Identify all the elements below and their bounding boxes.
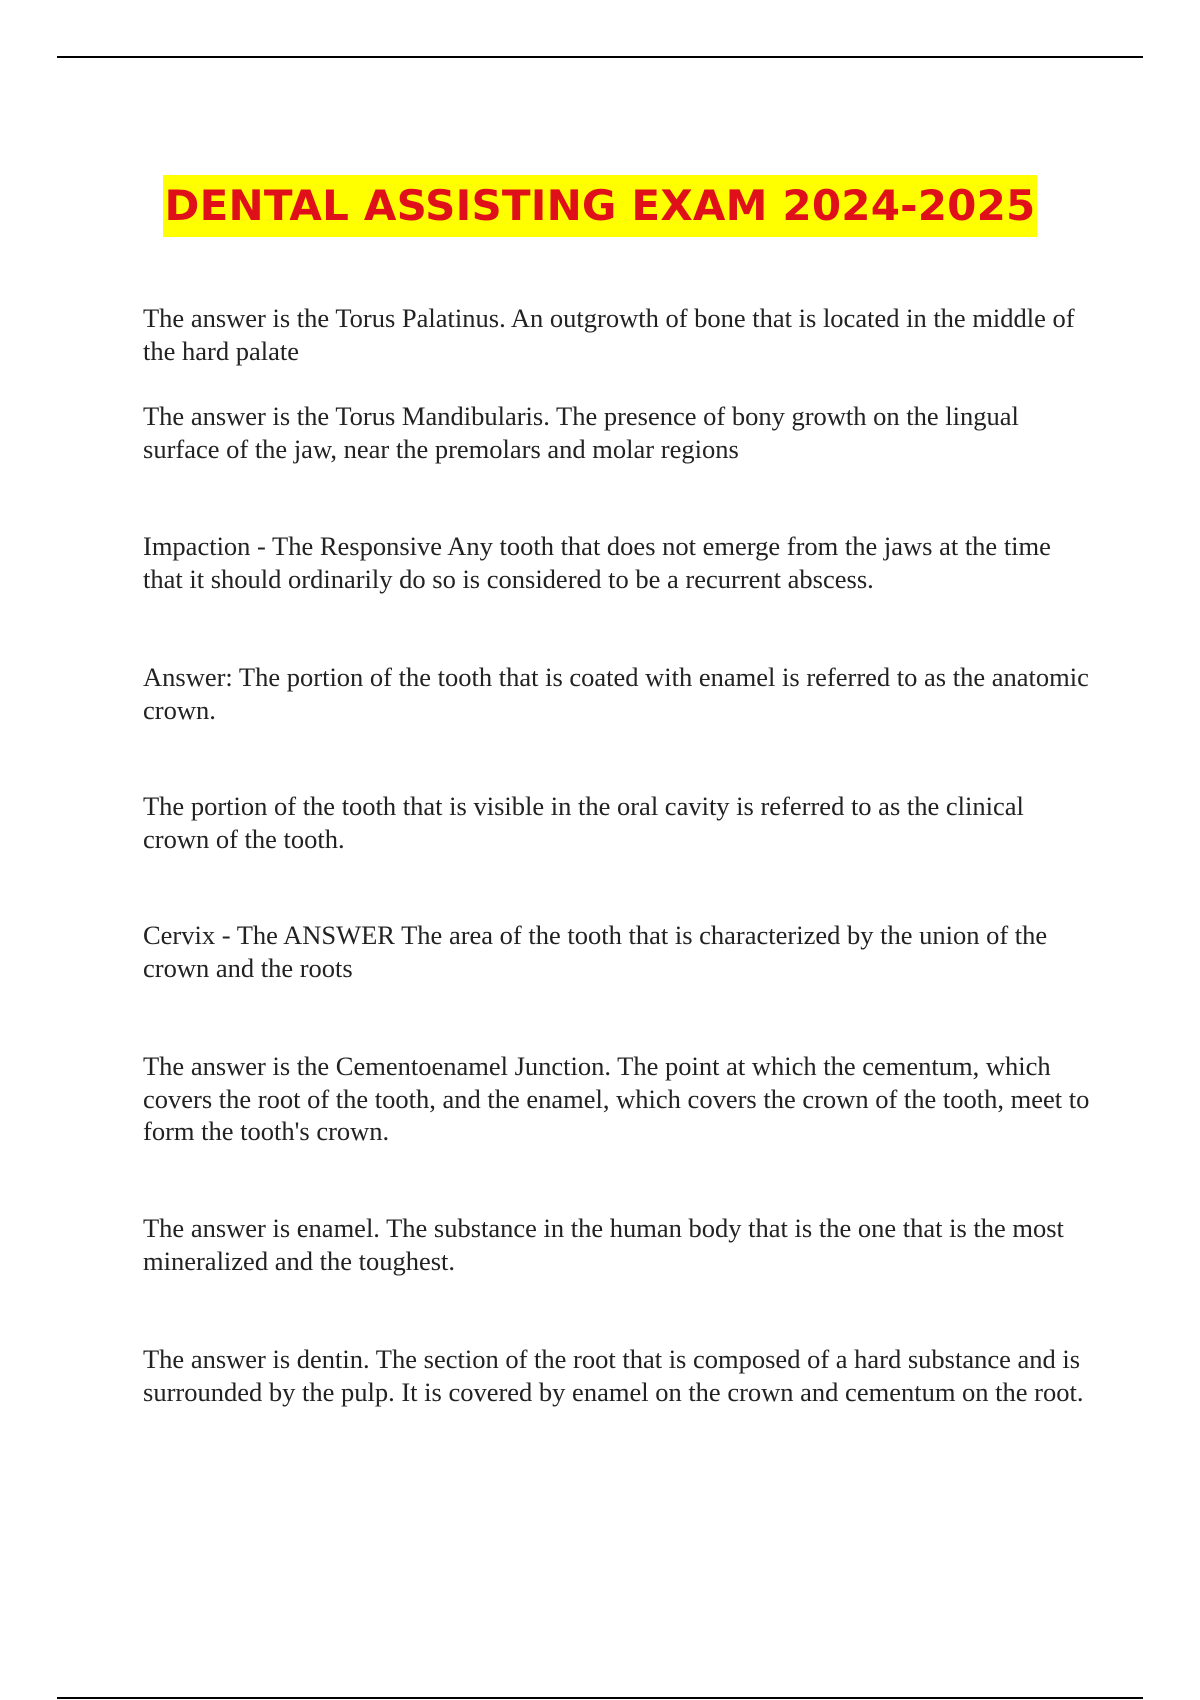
header-rule [57,56,1143,58]
paragraph-cervix: Cervix - The ANSWER The area of the tooth that is characterized by the union of the crown and the roots [143,920,1048,983]
title-block [0,175,1200,237]
paragraph-torus-mandibularis: The answer is the Torus Mandibularis. The presence of bony growth on the lingual surface of the jaw, near the premolars and molar regions [143,401,1019,464]
paragraph-dentin: The answer is dentin. The section of the root that is composed of a hard substance and is surrounded by the pulp. It is covered by enamel on the crown and cementum on the root. [143,1344,1084,1407]
paragraph-anatomic-crown: Answer: The portion of the tooth that is coated with enamel is referred to as the anatomic crown. [143,662,1089,725]
footer-rule [57,1697,1143,1699]
document-title: DENTAL ASSISTING EXAM 2024-2025 [163,175,1038,237]
paragraph-torus-palatinus: The answer is the Torus Palatinus. An outgrowth of bone that is located in the middle of the hard palate [143,303,1075,366]
paragraph-cementoenamel-junction: The answer is the Cementoenamel Junction. The point at which the cementum, which covers the root of the tooth, and the enamel, which covers the crown of the tooth, meet to form the tooth's crown. [143,1051,1090,1146]
paragraph-enamel: The answer is enamel. The substance in the human body that is the one that is the most mineralized and the toughest. [143,1213,1064,1276]
paragraph-clinical-crown: The portion of the tooth that is visible in the oral cavity is referred to as the clinical crown of the tooth. [143,791,1024,854]
paragraph-impaction: Impaction - The Responsive Any tooth that does not emerge from the jaws at the time that it should ordinarily do so is considered to be a recurrent abscess. [143,531,1051,594]
